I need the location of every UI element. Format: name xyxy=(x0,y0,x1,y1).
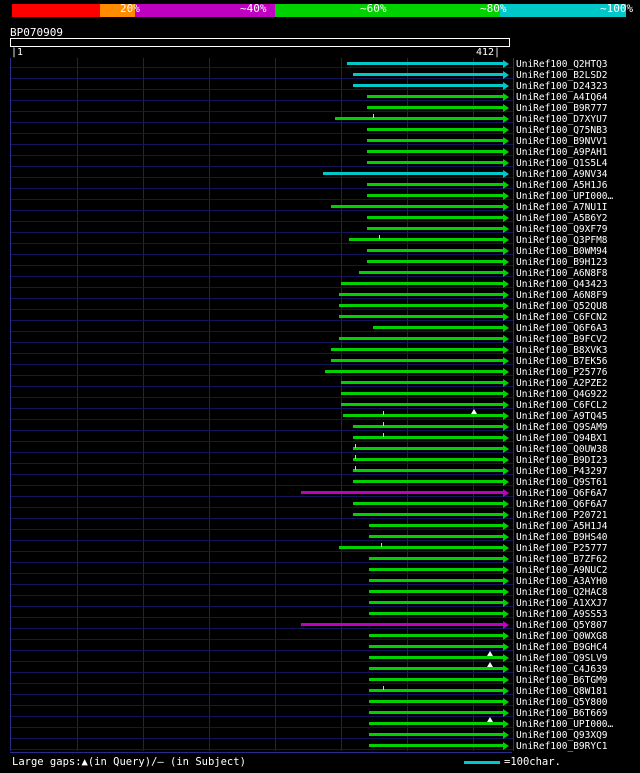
hit-bar[interactable] xyxy=(367,95,503,98)
grid-line-horizontal-60 xyxy=(11,727,513,728)
hit-direction-arrow-icon xyxy=(503,676,509,684)
hit-label[interactable]: UniRef100_A5B6Y2 xyxy=(516,213,608,224)
hit-bar[interactable] xyxy=(373,326,503,329)
hit-direction-arrow-icon xyxy=(503,599,509,607)
grid-line-horizontal-49 xyxy=(11,606,513,607)
hit-direction-arrow-icon xyxy=(503,203,509,211)
grid-line-horizontal-27 xyxy=(11,364,513,365)
hit-bar[interactable] xyxy=(367,249,503,252)
hit-label[interactable]: UniRef100_A6N8F9 xyxy=(516,290,608,301)
hit-direction-arrow-icon xyxy=(503,489,509,497)
hit-bar[interactable] xyxy=(301,491,503,494)
hit-label[interactable]: UniRef100_Q94BX1 xyxy=(516,433,608,444)
grid-line-vertical-3 xyxy=(275,58,276,751)
hit-bar[interactable] xyxy=(331,359,503,362)
hit-label[interactable]: UniRef100_A4IQ64 xyxy=(516,92,608,103)
large-gap-triangle-icon xyxy=(471,409,477,414)
scale-label-4: ~100% xyxy=(600,2,634,15)
hit-direction-arrow-icon xyxy=(503,720,509,728)
grid-line-horizontal-55 xyxy=(11,672,513,673)
grid-line-horizontal-23 xyxy=(11,320,513,321)
hit-bar[interactable] xyxy=(341,381,503,384)
scale-legend-bar xyxy=(464,761,500,764)
hit-bar[interactable] xyxy=(323,172,503,175)
hit-label[interactable]: UniRef100_B6TGM9 xyxy=(516,675,608,686)
hit-tick-mark xyxy=(383,686,384,690)
hit-direction-arrow-icon xyxy=(503,346,509,354)
hit-direction-arrow-icon xyxy=(503,577,509,585)
grid-line-horizontal-22 xyxy=(11,309,513,310)
hit-direction-arrow-icon xyxy=(503,610,509,618)
hit-bar[interactable] xyxy=(369,678,503,681)
hit-direction-arrow-icon xyxy=(503,258,509,266)
hit-label[interactable]: UniRef100_UPI000… xyxy=(516,191,614,202)
grid-line-horizontal-17 xyxy=(11,254,513,255)
hit-direction-arrow-icon xyxy=(503,247,509,255)
hit-bar[interactable] xyxy=(353,502,503,505)
hit-bar[interactable] xyxy=(369,656,503,659)
hit-direction-arrow-icon xyxy=(503,434,509,442)
grid-line-horizontal-26 xyxy=(11,353,513,354)
grid-line-horizontal-10 xyxy=(11,177,513,178)
grid-line-horizontal-40 xyxy=(11,507,513,508)
hit-direction-arrow-icon xyxy=(503,478,509,486)
hit-label[interactable]: UniRef100_Q6F6A7 xyxy=(516,499,608,510)
hit-bar[interactable] xyxy=(369,590,503,593)
grid-line-horizontal-19 xyxy=(11,276,513,277)
hit-label[interactable]: UniRef100_C4J639 xyxy=(516,664,608,675)
hit-bar[interactable] xyxy=(353,425,503,428)
hit-direction-arrow-icon xyxy=(503,500,509,508)
grid-line-horizontal-4 xyxy=(11,111,513,112)
hit-bar[interactable] xyxy=(341,392,503,395)
grid-line-horizontal-5 xyxy=(11,122,513,123)
hit-bar[interactable] xyxy=(369,601,503,604)
hit-direction-arrow-icon xyxy=(503,214,509,222)
hit-bar[interactable] xyxy=(353,447,503,450)
hit-direction-arrow-icon xyxy=(503,566,509,574)
grid-line-horizontal-13 xyxy=(11,210,513,211)
hit-label[interactable]: UniRef100_UPI000… xyxy=(516,719,614,730)
grid-line-horizontal-0 xyxy=(11,67,513,68)
hit-direction-arrow-icon xyxy=(503,71,509,79)
hit-label[interactable]: UniRef100_B9GHC4 xyxy=(516,642,608,653)
hit-bar[interactable] xyxy=(369,733,503,736)
grid-line-horizontal-56 xyxy=(11,683,513,684)
large-gap-triangle-icon xyxy=(487,717,493,722)
hit-label[interactable]: UniRef100_A9PAH1 xyxy=(516,147,608,158)
hit-label[interactable]: UniRef100_A7NU1I xyxy=(516,202,608,213)
hit-direction-arrow-icon xyxy=(503,632,509,640)
hit-direction-arrow-icon xyxy=(503,82,509,90)
hit-bar[interactable] xyxy=(367,128,503,131)
grid-line-horizontal-21 xyxy=(11,298,513,299)
hit-direction-arrow-icon xyxy=(503,401,509,409)
hit-bar[interactable] xyxy=(369,524,503,527)
grid-line-horizontal-53 xyxy=(11,650,513,651)
hit-direction-arrow-icon xyxy=(503,104,509,112)
grid-line-horizontal-25 xyxy=(11,342,513,343)
hit-direction-arrow-icon xyxy=(503,159,509,167)
grid-line-horizontal-33 xyxy=(11,430,513,431)
grid-line-horizontal-43 xyxy=(11,540,513,541)
hit-label[interactable]: UniRef100_C6FCN2 xyxy=(516,312,608,323)
hit-label[interactable]: UniRef100_A5H1J4 xyxy=(516,521,608,532)
grid-line-vertical-2 xyxy=(209,58,210,751)
hit-label[interactable]: UniRef100_A9TQ45 xyxy=(516,411,608,422)
hit-direction-arrow-icon xyxy=(503,698,509,706)
hit-direction-arrow-icon xyxy=(503,709,509,717)
hit-direction-arrow-icon xyxy=(503,445,509,453)
hit-bar[interactable] xyxy=(331,205,503,208)
hit-bar[interactable] xyxy=(353,513,503,516)
hit-bar[interactable] xyxy=(353,480,503,483)
hit-bar[interactable] xyxy=(331,348,503,351)
hit-tick-mark xyxy=(355,466,356,470)
hit-direction-arrow-icon xyxy=(503,357,509,365)
hit-bar[interactable] xyxy=(353,458,503,461)
hit-direction-arrow-icon xyxy=(503,555,509,563)
hit-direction-arrow-icon xyxy=(503,126,509,134)
grid-line-horizontal-30 xyxy=(11,397,513,398)
hit-direction-arrow-icon xyxy=(503,170,509,178)
hit-direction-arrow-icon xyxy=(503,654,509,662)
hit-label[interactable]: UniRef100_P25776 xyxy=(516,367,608,378)
hit-direction-arrow-icon xyxy=(503,302,509,310)
hit-direction-arrow-icon xyxy=(503,511,509,519)
hit-label[interactable]: UniRef100_B8XVK3 xyxy=(516,345,608,356)
hit-bar[interactable] xyxy=(369,689,503,692)
hit-direction-arrow-icon xyxy=(503,115,509,123)
hit-bar[interactable] xyxy=(347,62,503,65)
hit-bar[interactable] xyxy=(367,150,503,153)
hit-bar[interactable] xyxy=(367,106,503,109)
hit-bar[interactable] xyxy=(369,612,503,615)
hit-bar[interactable] xyxy=(367,227,503,230)
hit-label[interactable]: UniRef100_Q8W181 xyxy=(516,686,608,697)
grid-line-horizontal-6 xyxy=(11,133,513,134)
hit-label[interactable]: UniRef100_P20721 xyxy=(516,510,608,521)
hit-direction-arrow-icon xyxy=(503,368,509,376)
hit-label[interactable]: UniRef100_Q75NB3 xyxy=(516,125,608,136)
hit-bar[interactable] xyxy=(353,73,503,76)
hit-direction-arrow-icon xyxy=(503,225,509,233)
grid-line-vertical-0 xyxy=(77,58,78,751)
hit-label[interactable]: UniRef100_A9SS53 xyxy=(516,609,608,620)
hit-label[interactable]: UniRef100_Q0UW38 xyxy=(516,444,608,455)
large-gap-triangle-icon xyxy=(487,651,493,656)
grid-line-horizontal-1 xyxy=(11,78,513,79)
query-end-label: 412| xyxy=(476,47,501,58)
hit-label[interactable]: UniRef100_B9DI23 xyxy=(516,455,608,466)
hit-direction-arrow-icon xyxy=(503,60,509,68)
grid-line-horizontal-11 xyxy=(11,188,513,189)
scale-segment-3 xyxy=(275,4,500,17)
grid-line-horizontal-51 xyxy=(11,628,513,629)
hit-label[interactable]: UniRef100_Q2HAC8 xyxy=(516,587,608,598)
hit-bar[interactable] xyxy=(367,183,503,186)
hit-direction-arrow-icon xyxy=(503,533,509,541)
scale-label-2: ~60% xyxy=(360,2,387,15)
hit-bar[interactable] xyxy=(369,535,503,538)
hit-direction-arrow-icon xyxy=(503,412,509,420)
hit-bar[interactable] xyxy=(369,744,503,747)
hit-label[interactable]: UniRef100_A3AYH0 xyxy=(516,576,608,587)
hit-direction-arrow-icon xyxy=(503,742,509,750)
hit-bar[interactable] xyxy=(369,711,503,714)
hit-label[interactable]: UniRef100_B9RYC1 xyxy=(516,741,608,752)
hit-label[interactable]: UniRef100_P25777 xyxy=(516,543,608,554)
hit-label[interactable]: UniRef100_Q9ST61 xyxy=(516,477,608,488)
grid-line-horizontal-61 xyxy=(11,738,513,739)
grid-line-horizontal-52 xyxy=(11,639,513,640)
hit-label[interactable]: UniRef100_B0WM94 xyxy=(516,246,608,257)
grid-line-horizontal-3 xyxy=(11,100,513,101)
hit-label[interactable]: UniRef100_Q93XQ9 xyxy=(516,730,608,741)
grid-line-horizontal-50 xyxy=(11,617,513,618)
hit-direction-arrow-icon xyxy=(503,280,509,288)
hit-label[interactable]: UniRef100_Q43423 xyxy=(516,279,608,290)
grid-line-horizontal-44 xyxy=(11,551,513,552)
hit-bar[interactable] xyxy=(367,139,503,142)
hit-direction-arrow-icon xyxy=(503,313,509,321)
hit-bar[interactable] xyxy=(335,117,503,120)
grid-line-horizontal-41 xyxy=(11,518,513,519)
grid-line-horizontal-2 xyxy=(11,89,513,90)
grid-line-horizontal-28 xyxy=(11,375,513,376)
hit-label[interactable]: UniRef100_Q2HTQ3 xyxy=(516,59,608,70)
large-gaps-note: Large gaps:▲(in Query)/– (in Subject) xyxy=(12,756,246,768)
hit-bar[interactable] xyxy=(339,304,503,307)
hit-bar[interactable] xyxy=(349,238,503,241)
hit-bar[interactable] xyxy=(359,271,503,274)
hit-label[interactable]: UniRef100_Q0WXG8 xyxy=(516,631,608,642)
hit-bar[interactable] xyxy=(339,293,503,296)
hit-bar[interactable] xyxy=(369,645,503,648)
hit-bar[interactable] xyxy=(343,414,503,417)
grid-line-horizontal-29 xyxy=(11,386,513,387)
hit-label[interactable]: UniRef100_Q6F6A3 xyxy=(516,323,608,334)
scale-label-0: 20% xyxy=(120,2,140,15)
grid-line-horizontal-18 xyxy=(11,265,513,266)
hit-label[interactable]: UniRef100_Q9SLV9 xyxy=(516,653,608,664)
hit-label[interactable]: UniRef100_B9FCV2 xyxy=(516,334,608,345)
hit-label[interactable]: UniRef100_B9H123 xyxy=(516,257,608,268)
hit-bar[interactable] xyxy=(301,623,503,626)
hit-bar[interactable] xyxy=(341,282,503,285)
grid-line-horizontal-32 xyxy=(11,419,513,420)
hit-label[interactable]: UniRef100_A1XXJ7 xyxy=(516,598,608,609)
hit-label[interactable]: UniRef100_C6FCL2 xyxy=(516,400,608,411)
hit-bar[interactable] xyxy=(369,557,503,560)
hit-tick-mark xyxy=(381,543,382,547)
grid-line-vertical-1 xyxy=(143,58,144,751)
hit-direction-arrow-icon xyxy=(503,643,509,651)
query-extent-bar xyxy=(10,38,510,47)
query-id-label: BP070909 xyxy=(10,26,63,39)
hit-label[interactable]: UniRef100_B9NVV1 xyxy=(516,136,608,147)
grid-line-horizontal-62 xyxy=(11,749,513,750)
hit-direction-arrow-icon xyxy=(503,291,509,299)
hit-label[interactable]: UniRef100_P43297 xyxy=(516,466,608,477)
hit-tick-mark xyxy=(355,444,356,448)
hit-bar[interactable] xyxy=(369,634,503,637)
hit-direction-arrow-icon xyxy=(503,192,509,200)
hit-direction-arrow-icon xyxy=(503,621,509,629)
scale-label-1: ~40% xyxy=(240,2,267,15)
hit-direction-arrow-icon xyxy=(503,665,509,673)
hit-label[interactable]: UniRef100_A2PZE2 xyxy=(516,378,608,389)
hit-label[interactable]: UniRef100_Q4G922 xyxy=(516,389,608,400)
alignment-panel xyxy=(10,58,514,751)
grid-line-horizontal-14 xyxy=(11,221,513,222)
grid-line-horizontal-24 xyxy=(11,331,513,332)
hit-bar[interactable] xyxy=(369,568,503,571)
hit-bar[interactable] xyxy=(339,315,503,318)
hit-direction-arrow-icon xyxy=(503,544,509,552)
scale-label-3: ~80% xyxy=(480,2,507,15)
hit-label[interactable]: UniRef100_Q6F6A7 xyxy=(516,488,608,499)
identity-scale-bar xyxy=(12,2,634,17)
hit-direction-arrow-icon xyxy=(503,236,509,244)
scale-legend-label: =100char. xyxy=(504,756,561,768)
grid-line-horizontal-7 xyxy=(11,144,513,145)
hit-bar[interactable] xyxy=(325,370,503,373)
hit-label[interactable]: UniRef100_Q5Y807 xyxy=(516,620,608,631)
hit-direction-arrow-icon xyxy=(503,137,509,145)
grid-line-horizontal-54 xyxy=(11,661,513,662)
hit-direction-arrow-icon xyxy=(503,335,509,343)
grid-line-horizontal-20 xyxy=(11,287,513,288)
hit-direction-arrow-icon xyxy=(503,148,509,156)
hit-bar[interactable] xyxy=(367,161,503,164)
grid-line-horizontal-38 xyxy=(11,485,513,486)
hit-bar[interactable] xyxy=(367,260,503,263)
hit-bar[interactable] xyxy=(353,84,503,87)
grid-line-horizontal-42 xyxy=(11,529,513,530)
grid-line-horizontal-12 xyxy=(11,199,513,200)
hit-label[interactable]: UniRef100_Q5Y800 xyxy=(516,697,608,708)
hit-label[interactable]: UniRef100_B7ZF62 xyxy=(516,554,608,565)
hit-bar[interactable] xyxy=(353,469,503,472)
hit-bar[interactable] xyxy=(369,667,503,670)
hit-label[interactable]: UniRef100_Q52QU8 xyxy=(516,301,608,312)
hit-tick-mark xyxy=(383,411,384,415)
hit-label[interactable]: UniRef100_A5H1J6 xyxy=(516,180,608,191)
grid-line-horizontal-31 xyxy=(11,408,513,409)
hit-direction-arrow-icon xyxy=(503,456,509,464)
hit-direction-arrow-icon xyxy=(503,467,509,475)
hit-direction-arrow-icon xyxy=(503,522,509,530)
hit-direction-arrow-icon xyxy=(503,379,509,387)
hit-bar[interactable] xyxy=(369,722,503,725)
grid-line-horizontal-58 xyxy=(11,705,513,706)
hit-direction-arrow-icon xyxy=(503,390,509,398)
hit-bar[interactable] xyxy=(367,194,503,197)
grid-line-horizontal-48 xyxy=(11,595,513,596)
scale-segment-0 xyxy=(12,4,100,17)
hit-direction-arrow-icon xyxy=(503,687,509,695)
grid-line-horizontal-45 xyxy=(11,562,513,563)
hit-label[interactable]: UniRef100_A9NUC2 xyxy=(516,565,608,576)
grid-line-horizontal-36 xyxy=(11,463,513,464)
grid-line-horizontal-15 xyxy=(11,232,513,233)
hit-label[interactable]: UniRef100_Q9SAM9 xyxy=(516,422,608,433)
hit-label[interactable]: UniRef100_A6N8F8 xyxy=(516,268,608,279)
grid-line-horizontal-9 xyxy=(11,166,513,167)
hit-tick-mark xyxy=(355,455,356,459)
hit-label[interactable]: UniRef100_B7EK56 xyxy=(516,356,608,367)
hit-bar[interactable] xyxy=(339,546,503,549)
footer-divider xyxy=(10,752,512,753)
hit-bar[interactable] xyxy=(341,403,503,406)
hit-label[interactable]: UniRef100_A9NV34 xyxy=(516,169,608,180)
grid-line-horizontal-16 xyxy=(11,243,513,244)
hit-label[interactable]: UniRef100_B9HS40 xyxy=(516,532,608,543)
hit-bar[interactable] xyxy=(369,579,503,582)
grid-line-horizontal-8 xyxy=(11,155,513,156)
grid-line-horizontal-34 xyxy=(11,441,513,442)
hit-direction-arrow-icon xyxy=(503,324,509,332)
grid-line-horizontal-37 xyxy=(11,474,513,475)
grid-line-horizontal-46 xyxy=(11,573,513,574)
hit-tick-mark xyxy=(383,433,384,437)
grid-line-horizontal-59 xyxy=(11,716,513,717)
hit-label[interactable]: UniRef100_B9R777 xyxy=(516,103,608,114)
hit-tick-mark xyxy=(379,235,380,239)
hit-label[interactable]: UniRef100_B6T669 xyxy=(516,708,608,719)
hit-label[interactable]: UniRef100_Q9XF79 xyxy=(516,224,608,235)
grid-line-horizontal-39 xyxy=(11,496,513,497)
hit-direction-arrow-icon xyxy=(503,731,509,739)
grid-line-horizontal-57 xyxy=(11,694,513,695)
grid-line-horizontal-47 xyxy=(11,584,513,585)
hit-direction-arrow-icon xyxy=(503,269,509,277)
query-start-label: |1 xyxy=(11,47,24,58)
hit-label[interactable]: UniRef100_Q1S5L4 xyxy=(516,158,608,169)
hit-direction-arrow-icon xyxy=(503,423,509,431)
hit-tick-mark xyxy=(373,114,374,118)
grid-line-horizontal-35 xyxy=(11,452,513,453)
hit-label[interactable]: UniRef100_D24323 xyxy=(516,81,608,92)
hit-label[interactable]: UniRef100_D7XYU7 xyxy=(516,114,608,125)
hit-bar[interactable] xyxy=(339,337,503,340)
large-gap-triangle-icon xyxy=(487,662,493,667)
hit-label[interactable]: UniRef100_Q3PFM8 xyxy=(516,235,608,246)
hit-direction-arrow-icon xyxy=(503,588,509,596)
hit-direction-arrow-icon xyxy=(503,93,509,101)
hit-label[interactable]: UniRef100_B2LSD2 xyxy=(516,70,608,81)
hit-bar[interactable] xyxy=(369,700,503,703)
hit-direction-arrow-icon xyxy=(503,181,509,189)
hit-bar[interactable] xyxy=(367,216,503,219)
hit-tick-mark xyxy=(383,422,384,426)
hit-bar[interactable] xyxy=(353,436,503,439)
